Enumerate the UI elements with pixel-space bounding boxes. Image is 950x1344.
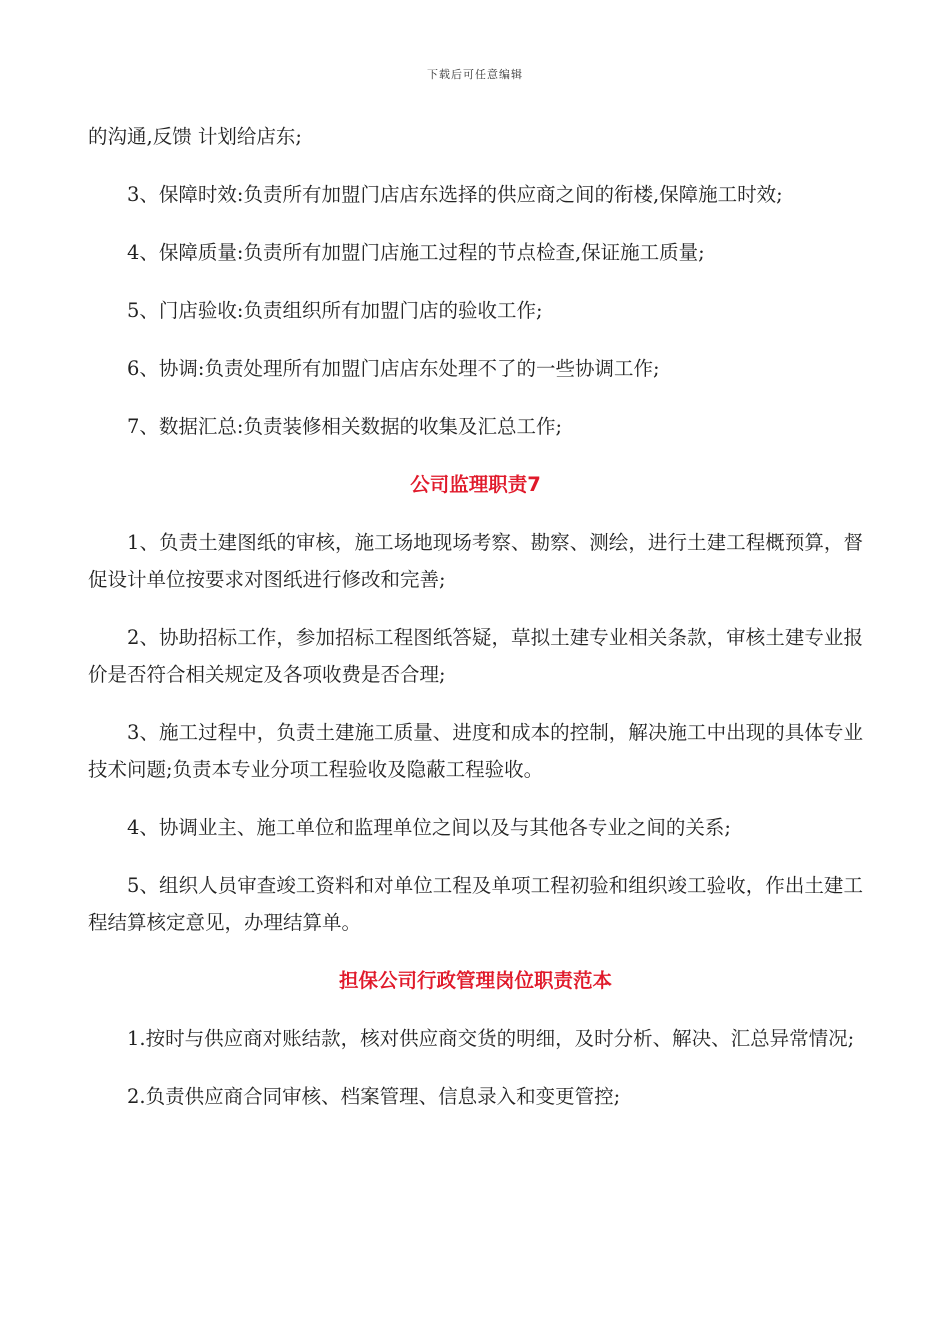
paragraph: 6、协调:负责处理所有加盟门店店东处理不了的一些协调工作; <box>127 357 660 380</box>
paragraph: 4、协调业主、施工单位和监理单位之间以及与其他各专业之间的关系; <box>127 816 731 839</box>
section-heading: 担保公司行政管理岗位职责范本 <box>338 969 612 992</box>
document-body <box>88 118 863 1136</box>
paragraph: 3、施工过程中，负责土建施工质量、进度和成本的控制，解决施工中出现的具体专业技术问题;负责本专业分项工程验收及隐蔽工程验收。 <box>88 721 863 781</box>
paragraph: 2、协助招标工作，参加招标工程图纸答疑，草拟土建专业相关条款，审核土建专业报价是否符合相关规定及各项收费是否合理; <box>88 626 863 686</box>
paragraph: 1、负责土建图纸的审核，施工场地现场考察、勘察、测绘，进行土建工程概预算，督促设计单位按要求对图纸进行修改和完善; <box>88 531 863 591</box>
paragraph: 7、数据汇总:负责装修相关数据的收集及汇总工作; <box>127 415 563 438</box>
paragraph: 的沟通,反馈 计划给店东; <box>88 125 302 148</box>
paragraph: 4、保障质量:负责所有加盟门店施工过程的节点检查,保证施工质量; <box>127 241 705 264</box>
header-note: 下载后可任意编辑 <box>427 68 523 81</box>
section-heading: 公司监理职责7 <box>410 473 541 496</box>
paragraph: 5、组织人员审查竣工资料和对单位工程及单项工程初验和组织竣工验收，作出土建工程结算核定意见，办理结算单。 <box>88 874 863 934</box>
paragraph: 3、保障时效:负责所有加盟门店店东选择的供应商之间的衔楼,保障施工时效; <box>127 183 783 206</box>
paragraph: 2.负责供应商合同审核、档案管理、信息录入和变更管控; <box>127 1085 621 1108</box>
paragraph: 1.按时与供应商对账结款，核对供应商交货的明细，及时分析、解决、汇总异常情况; <box>127 1027 855 1050</box>
paragraph: 5、门店验收:负责组织所有加盟门店的验收工作; <box>127 299 543 322</box>
